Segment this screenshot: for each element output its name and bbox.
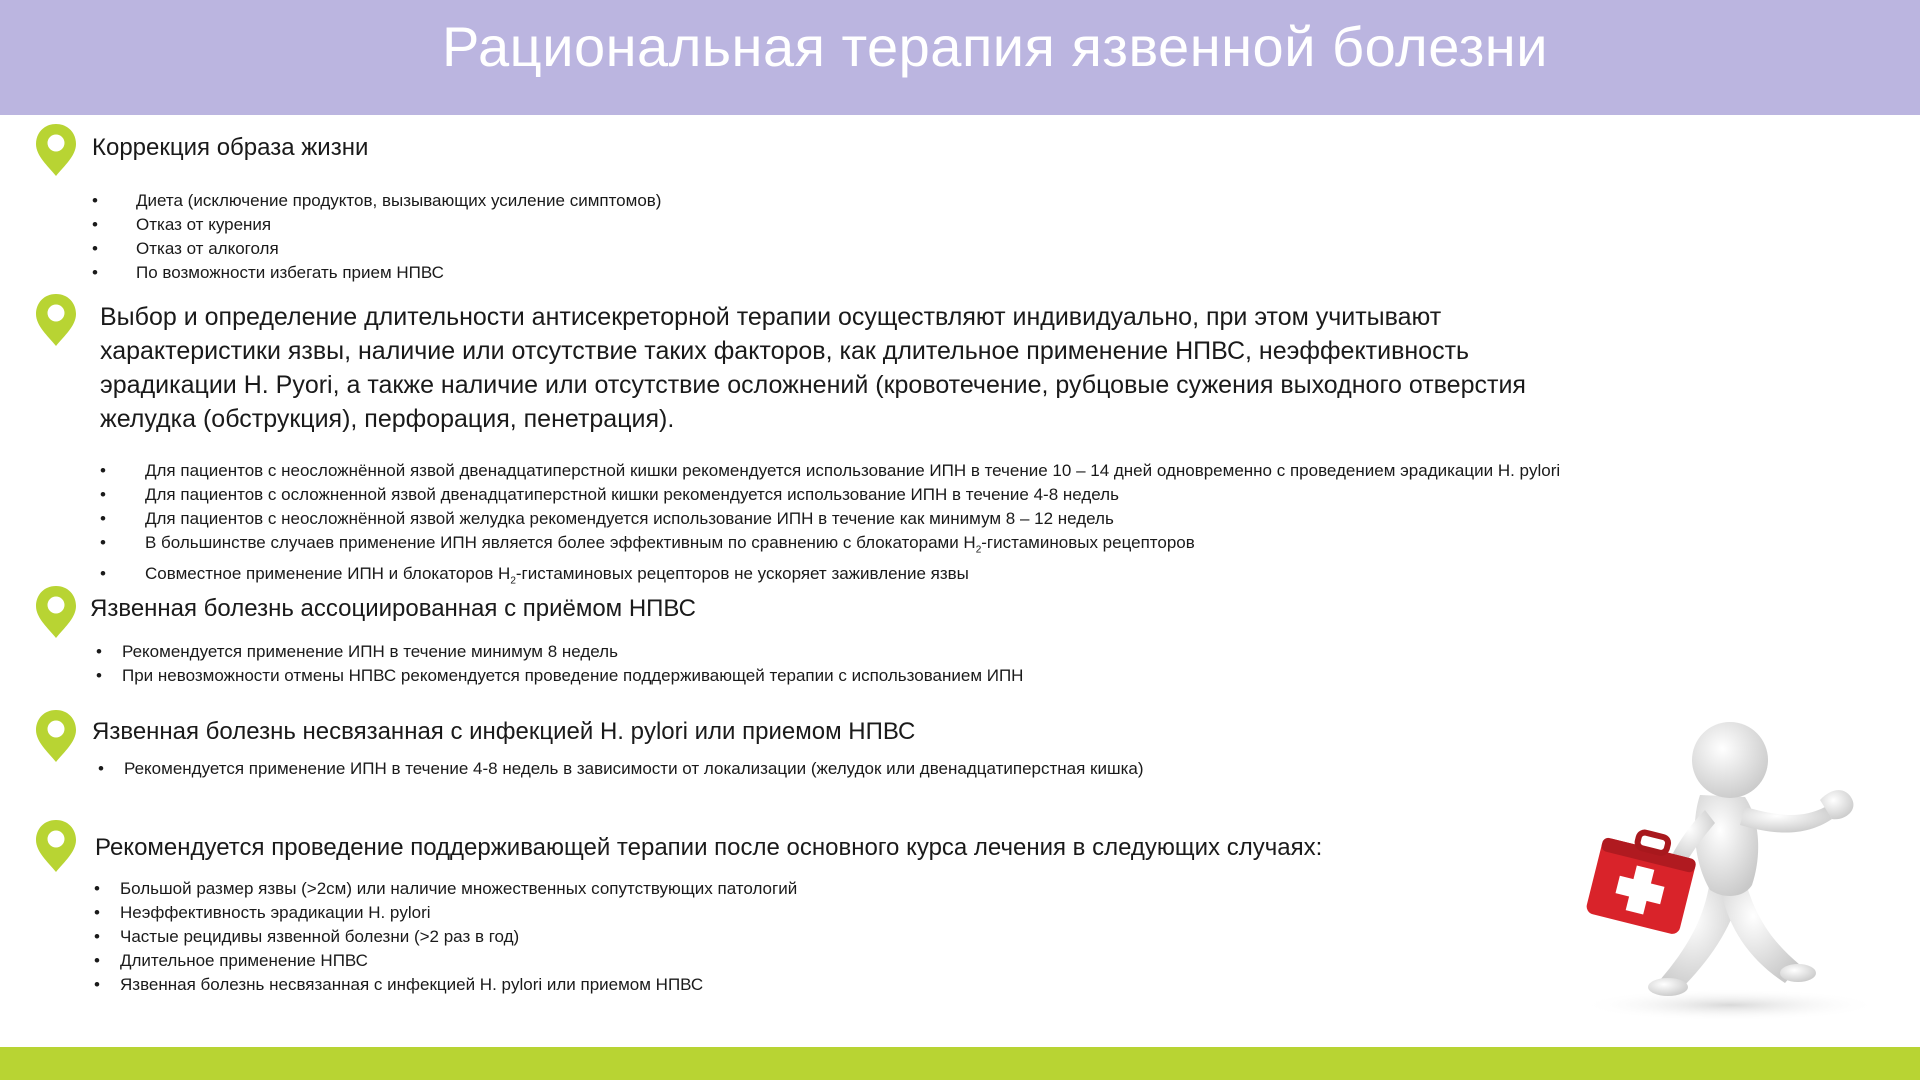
list-item: • Язвенная болезнь несвязанная с инфекцией H. pylori или приемом НПВС <box>94 973 797 997</box>
person-with-first-aid-kit-icon <box>1540 715 1880 1025</box>
list-item: • Неэффективность эрадикации H. pylori <box>94 901 797 925</box>
list-item: • Совместное применение ИПН и блокаторов $H_2$-гистаминовых рецепторов не ускоряет заживление язвы <box>100 562 1560 593</box>
bullet-list <box>100 459 1560 594</box>
list-item: • Для пациентов с неосложнённой язвой желудка рекомендуется использование ИПН в течение как минимум 8 – 12 недель <box>100 507 1560 531</box>
section-heading: Язвенная болезнь несвязанная с инфекцией H. pylori или приемом НПВС <box>92 718 916 745</box>
footer-accent-bar <box>0 1047 1920 1080</box>
section-heading: Рекомендуется проведение поддерживающей терапии после основного курса лечения в следующих случаях: <box>95 834 1323 861</box>
list-item: • При невозможности отмены НПВС рекомендуется проведение поддерживающей терапии с использованием ИПН <box>96 664 1023 688</box>
list-item: • Рекомендуется применение ИПН в течение минимум 8 недель <box>96 640 1023 664</box>
title-banner <box>0 0 1920 115</box>
map-pin-icon <box>33 708 79 764</box>
list-item: • Большой размер язвы (>2см) или наличие множественных сопутствующих патологий <box>94 877 797 901</box>
section-paragraph: Выбор и определение длительности антисекреторной терапии осуществляют индивидуально, при этом учитывают характеристики язвы, наличие или отсутствие таких факторов, как длительное применение НПВС, неэффективность эрадикации H. Pyori, а также наличие или отсутствие осложнений (кровотечение, рубцовые сужения выходного отверстия желудка (обструкция), перфорация, пенетрация). <box>100 303 1526 433</box>
list-item: • Отказ от курения <box>92 213 661 237</box>
page-title: Рациональная терапия язвенной болезни <box>441 15 1548 78</box>
bullet-list <box>98 757 1144 781</box>
map-pin-icon <box>33 584 79 640</box>
list-item: • Для пациентов с неосложнённой язвой двенадцатиперстной кишки рекомендуется использование ИПН в течение 10 – 14 дней одновременно с проведением эрадикации H. pylori <box>100 459 1560 483</box>
list-item: • Рекомендуется применение ИПН в течение 4-8 недель в зависимости от локализации (желудок или двенадцатиперстная кишка) <box>98 757 1144 781</box>
map-pin-icon <box>33 292 79 348</box>
list-item: • Отказ от алкоголя <box>92 237 661 261</box>
list-item: • По возможности избегать прием НПВС <box>92 261 661 285</box>
bullet-list <box>94 877 797 997</box>
list-item: • В большинстве случаев применение ИПН является более эффективным по сравнению с блокаторами $H_2$-гистаминовых рецепторов <box>100 531 1560 562</box>
map-pin-icon <box>33 122 79 178</box>
list-item: • Частые рецидивы язвенной болезни (>2 раз в год) <box>94 925 797 949</box>
list-item: • Длительное применение НПВС <box>94 949 797 973</box>
list-item: • Для пациентов с осложненной язвой двенадцатиперстной кишки рекомендуется использование ИПН в течение 4-8 недель <box>100 483 1560 507</box>
bullet-list <box>92 189 661 285</box>
section-heading: Коррекция образа жизни <box>92 134 369 161</box>
list-item: • Диета (исключение продуктов, вызывающих усиление симптомов) <box>92 189 661 213</box>
bullet-list <box>96 640 1023 688</box>
section-heading: Язвенная болезнь ассоциированная с приёмом НПВС <box>90 595 696 622</box>
map-pin-icon <box>33 818 79 874</box>
